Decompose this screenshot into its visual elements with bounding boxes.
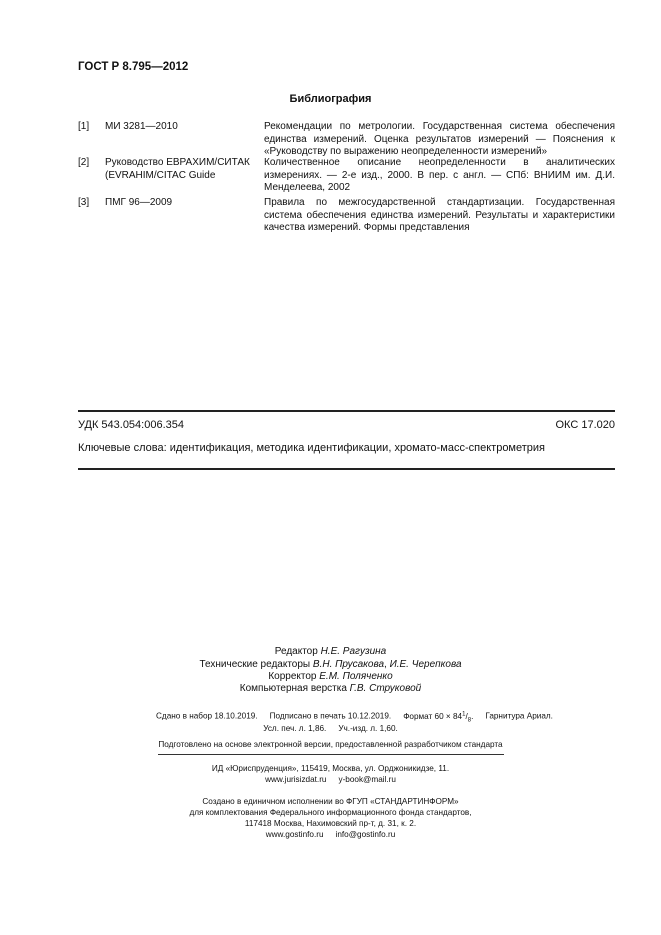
reference-description: Правила по межгосударственной стандартизации. Государственная система обеспечения единства измерений. Результаты и характеристики качества измерений. Формы представления bbox=[264, 197, 615, 233]
bottom-divider bbox=[78, 468, 615, 470]
gostinfo-website-link[interactable]: www.gostinfo.ru bbox=[265, 830, 324, 839]
layout-label: Компьютерная верстка bbox=[239, 683, 347, 694]
submitted-date: Сдано в набор 18.10.2019. bbox=[156, 711, 258, 721]
bibliography-title: Библиография bbox=[289, 93, 372, 105]
layout-credit bbox=[0, 683, 661, 694]
reference-number: [3] bbox=[78, 197, 90, 208]
reference-description: Количественное описание неопределенности в аналитических измерениях. — 2-е изд., 2000. В пер. с англ. — СПб: ВНИИМ им. Д.И. Менделеева, 2002 bbox=[264, 157, 615, 193]
publisher-website-link[interactable]: www.jurisizdat.ru bbox=[265, 775, 327, 784]
layout-name: Г.В. Струковой bbox=[349, 683, 422, 694]
created-contacts bbox=[0, 830, 661, 839]
corrector-name: Е.М. Поляченко bbox=[319, 671, 393, 682]
publisher-address: ИД «Юриспруденция», 115419, Москва, ул. Орджоникидзе, 11. bbox=[211, 764, 450, 773]
keywords: Ключевые слова: идентификация, методика идентификации, хромато-масс-спектрометрия bbox=[78, 442, 546, 454]
reference-source: МИ 3281—2010 bbox=[105, 121, 178, 132]
gostinfo-email-link[interactable]: info@gostinfo.ru bbox=[335, 830, 396, 839]
reference-number: [1] bbox=[78, 121, 90, 132]
reference-number: [2] bbox=[78, 157, 90, 168]
publisher-sheets: Уч.-изд. л. 1,60. bbox=[338, 724, 398, 733]
udk-code: УДК 543.054:006.354 bbox=[78, 419, 184, 431]
reference-description: Рекомендации по метрологии. Государственная система обеспечения единства измерений. Оценка результатов измерений — Пояснения к «Руководству по выражению неопределенности измерений» bbox=[264, 121, 615, 157]
paper-format: Формат $60 \times 84^1/_8$. bbox=[403, 711, 474, 724]
imprint-divider bbox=[158, 754, 504, 755]
print-info-line bbox=[0, 711, 661, 723]
reference-source: ПМГ 96—2009 bbox=[105, 197, 173, 208]
tech-editor-name: И.Е. Черепкова bbox=[389, 659, 462, 670]
reference-source: Руководство ЕВРАХИМ/СИТАК (EVRAHIM/CITAC Guide bbox=[105, 157, 250, 181]
editor-credit bbox=[0, 646, 661, 657]
typeface: Гарнитура Ариал. bbox=[485, 711, 553, 721]
editor-label: Редактор bbox=[274, 646, 318, 657]
corrector-label: Корректор bbox=[268, 671, 317, 682]
tech-editor-name: В.Н. Прусакова bbox=[312, 659, 385, 670]
standard-code: ГОСТ Р 8.795—2012 bbox=[78, 61, 189, 73]
print-sheets: Усл. печ. л. 1,86. bbox=[263, 724, 327, 733]
publisher-contacts bbox=[0, 775, 661, 784]
sheets-line bbox=[0, 724, 661, 733]
created-line-2: для комплектования Федерального информационного фонда стандартов, bbox=[189, 808, 472, 817]
top-divider bbox=[78, 410, 615, 412]
tech-editors-credit: Технические редакторы В.Н. Прусакова, И.Е. Черепкова bbox=[199, 659, 462, 670]
corrector-credit bbox=[0, 671, 661, 682]
signed-date: Подписано в печать 10.12.2019. bbox=[269, 711, 392, 721]
prepared-note: Подготовлено на основе электронной версии, предоставленной разработчиком стандарта bbox=[158, 740, 503, 749]
tech-editors-label: Технические редакторы bbox=[199, 659, 311, 670]
created-line-3: 117418 Москва, Нахимовский пр-т, д. 31, к. 2. bbox=[244, 819, 417, 828]
created-line-1: Создано в единичном исполнении во ФГУП «СТАНДАРТИНФОРМ» bbox=[202, 797, 459, 806]
publisher-email-link[interactable]: y-book@mail.ru bbox=[338, 775, 396, 784]
editor-name: Н.Е. Рагузина bbox=[320, 646, 387, 657]
oks-code: ОКС 17.020 bbox=[555, 419, 615, 431]
